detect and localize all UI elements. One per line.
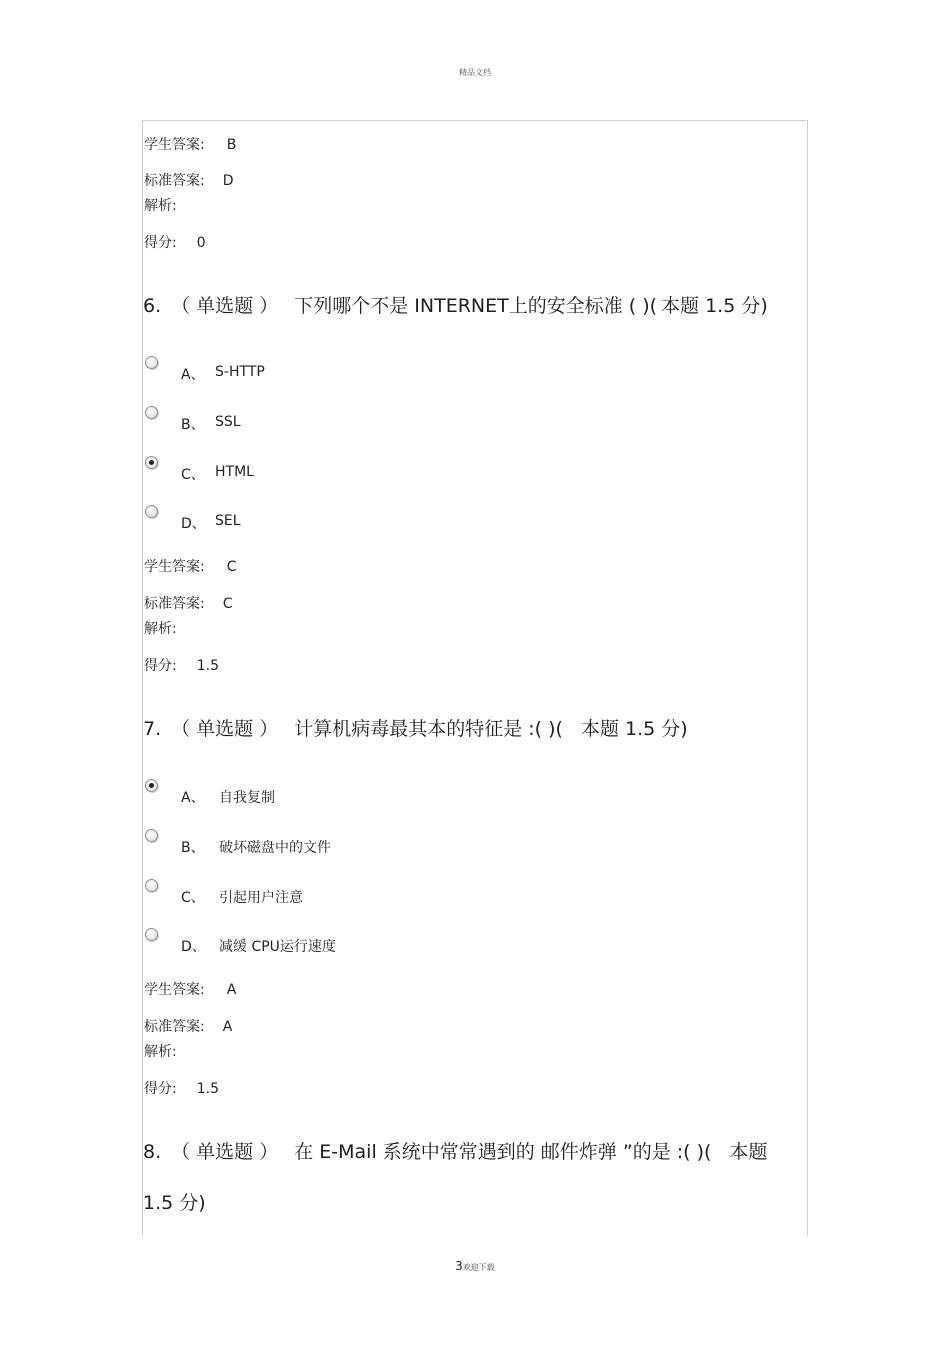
- question-points: 本题: [729, 1141, 768, 1163]
- exam-results-panel: [142, 120, 808, 1236]
- question-points: 本题 1.5 分): [661, 295, 768, 317]
- q7-standard-answer-row: [144, 1016, 232, 1036]
- radio-button-checked-icon[interactable]: [145, 779, 158, 792]
- question-number: 6.: [143, 295, 162, 317]
- radio-button-icon[interactable]: [145, 928, 158, 941]
- standard-answer-label: 标准答案:: [144, 1019, 205, 1035]
- score-label: 得分:: [144, 658, 177, 674]
- q7-student-answer-row: [144, 979, 236, 999]
- option-text: HTML: [215, 464, 254, 480]
- option-text: 减缓 CPU运行速度: [219, 939, 336, 955]
- question-8: [143, 1137, 767, 1164]
- page-number: 3: [455, 1259, 463, 1273]
- radio-button-icon[interactable]: [145, 829, 158, 842]
- option-text: 自我复制: [219, 790, 275, 806]
- student-answer-value: B: [226, 137, 237, 153]
- radio-button-icon[interactable]: [145, 879, 158, 892]
- student-answer-label: 学生答案:: [144, 982, 205, 998]
- analysis-label: 解析:: [144, 198, 177, 214]
- student-answer-label: 学生答案:: [144, 137, 205, 153]
- standard-answer-value: D: [222, 173, 234, 189]
- question-type: （ 单选题 ）: [171, 295, 279, 317]
- footer-text: 欢迎下载: [462, 1263, 495, 1272]
- standard-answer-label: 标准答案:: [144, 596, 205, 612]
- question-6: [143, 291, 768, 318]
- question-type: （ 单选题 ）: [171, 718, 279, 740]
- q7-analysis-row: [144, 1041, 177, 1061]
- question-7: [143, 714, 688, 741]
- q6-student-answer-row: [144, 556, 237, 576]
- standard-answer-label: 标准答案:: [144, 173, 205, 189]
- score-value: 0: [196, 235, 206, 251]
- question-number: 8.: [143, 1141, 162, 1163]
- question-text: 下列哪个不是 INTERNET上的安全标准 ( )(: [294, 295, 658, 317]
- student-answer-value: C: [226, 559, 237, 575]
- question-8-points-continued: 1.5 分): [143, 1192, 206, 1214]
- analysis-label: 解析:: [144, 1044, 177, 1060]
- question-type: （ 单选题 ）: [171, 1141, 279, 1163]
- score-row: [144, 232, 206, 252]
- option-text: S-HTTP: [215, 364, 265, 380]
- score-value: 1.5: [196, 1081, 219, 1097]
- analysis-label: 解析:: [144, 621, 177, 637]
- option-letter: B、: [181, 417, 205, 433]
- option-text: SEL: [215, 513, 241, 529]
- score-label: 得分:: [144, 1081, 177, 1097]
- standard-answer-value: C: [222, 596, 233, 612]
- student-answer-value: A: [226, 982, 237, 998]
- q6-score-row: [144, 655, 219, 675]
- score-label: 得分:: [144, 235, 177, 251]
- radio-button-icon[interactable]: [145, 505, 158, 518]
- option-text: SSL: [215, 414, 241, 430]
- option-letter: A、: [181, 790, 205, 806]
- option-letter: D、: [181, 516, 206, 532]
- student-answer-label: 学生答案:: [144, 559, 205, 575]
- page-header: 精品文档: [459, 68, 491, 77]
- standard-answer-row: [144, 170, 234, 190]
- option-letter: B、: [181, 840, 205, 856]
- question-text: 计算机病毒最其本的特征是 :( )(: [294, 718, 563, 740]
- option-letter: A、: [181, 367, 205, 383]
- standard-answer-value: A: [222, 1019, 233, 1035]
- radio-button-icon[interactable]: [145, 406, 158, 419]
- question-text: 在 E-Mail 系统中常常遇到的 邮件炸弹 ”的是 :( )(: [294, 1141, 712, 1163]
- radio-button-icon[interactable]: [145, 356, 158, 369]
- question-number: 7.: [143, 718, 162, 740]
- option-text: 破坏磁盘中的文件: [219, 840, 331, 856]
- student-answer-row: [144, 134, 236, 154]
- q7-score-row: [144, 1078, 219, 1098]
- option-letter: C、: [181, 467, 205, 483]
- page-footer: [0, 1259, 950, 1273]
- radio-button-checked-icon[interactable]: [145, 456, 158, 469]
- option-letter: C、: [181, 890, 205, 906]
- q6-standard-answer-row: [144, 593, 233, 613]
- q6-analysis-row: [144, 618, 177, 638]
- option-letter: D、: [181, 939, 206, 955]
- question-points: 本题 1.5 分): [580, 718, 688, 740]
- analysis-row: [144, 195, 177, 215]
- option-text: 引起用户注意: [219, 890, 303, 906]
- score-value: 1.5: [196, 658, 219, 674]
